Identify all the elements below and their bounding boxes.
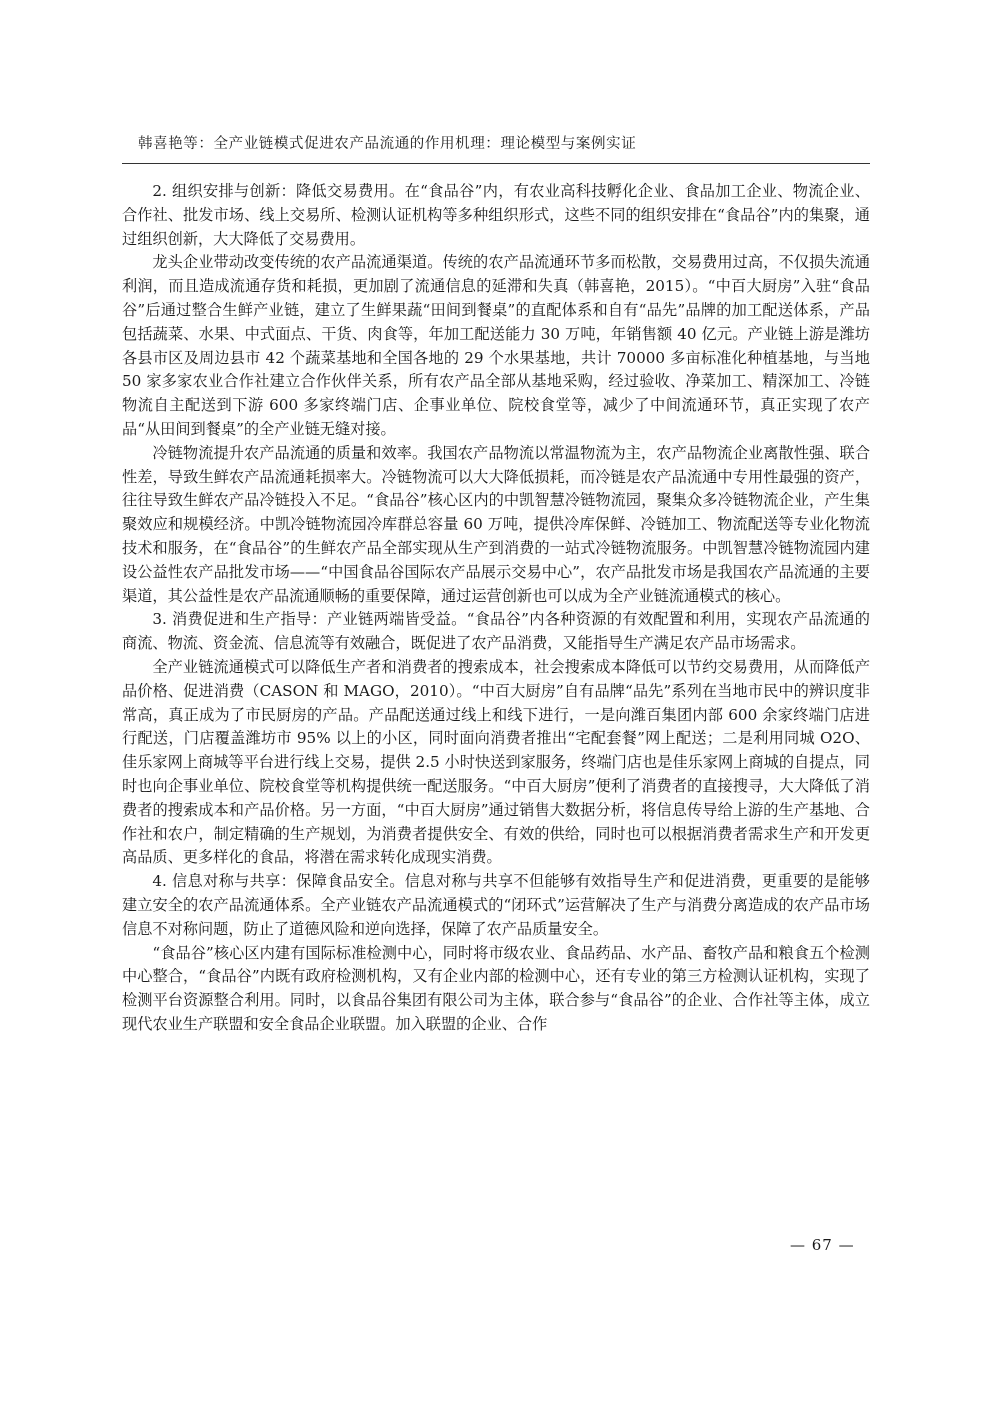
paragraph-5: 全产业链流通模式可以降低生产者和消费者的搜索成本，社会搜索成本降低可以节约交易费用，从而降低产品价格、促进消费（CASON 和 MAGO，2010）。“中百大厨房”自有品牌“品先”系列在当地市民中的辨识度非常高，真正成为了市民厨房的产品。产品配送通过线上和线下进行，一是向潍百集团内部 600 余家终端门店进行配送，门店覆盖潍坊市 95% 以上的小区，同时面向消费者推出“宅配套餐”网上配送；二是利用同城 O2O、佳乐家网上商城等平台进行线上交易，提供 2.5 小时快送到家服务，终端门店也是佳乐家网上商城的自提点，同时也向企事业单位、院校食堂等机构提供统一配送服务。“中百大厨房”便利了消费者的直接搜寻，大大降低了消费者的搜索成本和产品价格。另一方面，“中百大厨房”通过销售大数据分析，将信息传导给上游的生产基地、合作社和农户，制定精确的生产规划，为消费者提供安全、有效的供给，同时也可以根据消费者需求生产和开发更高品质、更多样化的食品，将潜在需求转化成现实消费。: [122, 657, 870, 867]
header-rule: [122, 163, 870, 164]
paragraph-6: 4. 信息对称与共享：保障食品安全。信息对称与共享不但能够有效指导生产和促进消费，更重要的是能够建立安全的农产品流通体系。全产业链农产品流通模式的“闭环式”运营解决了生产与消费分离造成的农产品市场信息不对称问题，防止了道德风险和逆向选择，保障了农产品质量安全。: [122, 872, 870, 938]
paragraph-4: 3. 消费促进和生产指导：产业链两端皆受益。“食品谷”内各种资源的有效配置和利用，实现农产品流通的商流、物流、资金流、信息流等有效融合，既促进了农产品消费，又能指导生产满足农产品市场需求。: [122, 610, 870, 653]
paragraph-1: 2. 组织安排与创新：降低交易费用。在“食品谷”内，有农业高科技孵化企业、食品加工企业、物流企业、合作社、批发市场、线上交易所、检测认证机构等多种组织形式，这些不同的组织安排在“食品谷”内的集聚，通过组织创新，大大降低了交易费用。: [122, 182, 870, 248]
page-number: — 67 —: [790, 1236, 855, 1254]
paragraph-7: “食品谷”核心区内建有国际标准检测中心，同时将市级农业、食品药品、水产品、畜牧产品和粮食五个检测中心整合，“食品谷”内既有政府检测机构，又有企业内部的检测中心，还有专业的第三方检测认证机构，实现了检测平台资源整合利用。同时，以食品谷集团有限公司为主体，联合参与“食品谷”的企业、合作社等主体，成立现代农业生产联盟和安全食品企业联盟。加入联盟的企业、合作: [122, 943, 870, 1033]
paragraph-3: 冷链物流提升农产品流通的质量和效率。我国农产品物流以常温物流为主，农产品物流企业离散性强、联合性差，导致生鲜农产品流通耗损率大。冷链物流可以大大降低损耗，而冷链是农产品流通中专用性最强的资产，往往导致生鲜农产品冷链投入不足。“食品谷”核心区内的中凯智慧冷链物流园，聚集众多冷链物流企业，产生集聚效应和规模经济。中凯冷链物流园冷库群总容量 60 万吨，提供冷库保鲜、冷链加工、物流配送等专业化物流技术和服务，在“食品谷”的生鲜农产品全部实现从生产到消费的一站式冷链物流服务。中凯智慧冷链物流园内建设公益性农产品批发市场——“中国食品谷国际农产品展示交易中心”，农产品批发市场是我国农产品流通的主要渠道，其公益性是农产品流通顺畅的重要保障，通过运营创新也可以成为全产业链流通模式的核心。: [122, 443, 870, 605]
running-head: 韩喜艳等：全产业链模式促进农产品流通的作用机理：理论模型与案例实证: [138, 136, 637, 152]
paragraph-2: 龙头企业带动改变传统的农产品流通渠道。传统的农产品流通环节多而松散，交易费用过高，不仅损失流通利润，而且造成流通存货和耗损，更加剧了流通信息的延滞和失真（韩喜艳，2015）。“中百大厨房”入驻“食品谷”后通过整合生鲜产业链，建立了生鲜果蔬“田间到餐桌”的直配体系和自有“品先”品牌的加工配送体系，产品包括蔬菜、水果、中式面点、干货、肉食等，年加工配送能力 30 万吨，年销售额 40 亿元。产业链上游是潍坊各县市区及周边县市 42 个蔬菜基地和全国各地的 29 个水果基地，共计 70000 多亩标准化种植基地，与当地 50 家多家农业合作社建立合作伙伴关系，所有农产品全部从基地采购，经过验收、净菜加工、精深加工、冷链物流自主配送到下游 600 多家终端门店、企事业单位、院校食堂等，减少了中间流通环节，真正实现了农产品“从田间到餐桌”的全产业链无缝对接。: [122, 253, 870, 438]
body-text: [122, 180, 870, 1037]
